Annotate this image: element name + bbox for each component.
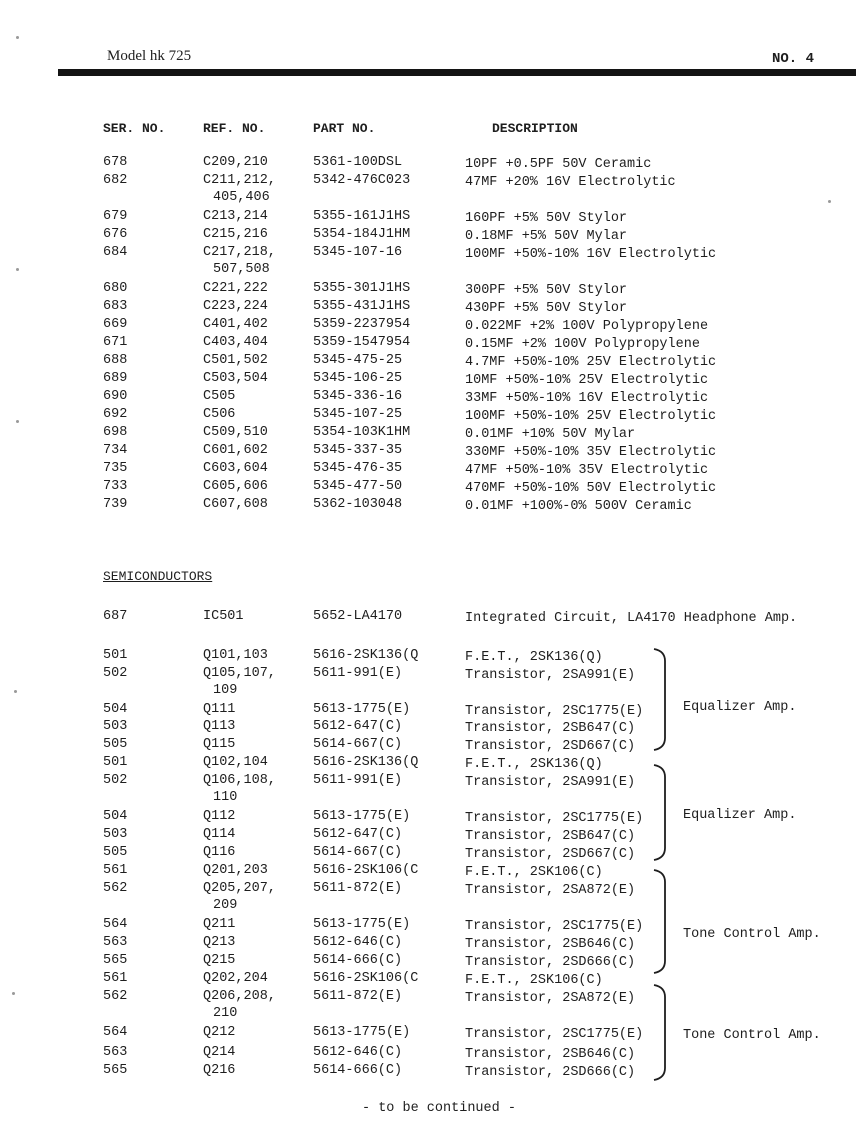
ser-no: 698 <box>103 425 128 440</box>
page-number: NO. 4 <box>772 51 815 67</box>
ref-no-continued: 507,508 <box>213 262 270 277</box>
ser-no: 687 <box>103 609 128 624</box>
description: Transistor, 2SB646(C) <box>465 1047 636 1062</box>
description: 470MF +50%-10% 50V Electrolytic <box>465 481 717 496</box>
ref-no: C403,404 <box>203 335 268 350</box>
ref-no: C509,510 <box>203 425 268 440</box>
ref-no: C209,210 <box>203 155 268 170</box>
ser-no: 505 <box>103 737 128 752</box>
scan-speck <box>14 690 17 693</box>
ref-no: Q115 <box>203 737 236 752</box>
ser-no: 501 <box>103 648 128 663</box>
part-no: 5613-1775(E) <box>313 702 411 717</box>
description: Transistor, 2SD666(C) <box>465 1065 636 1080</box>
ref-no: IC501 <box>203 609 244 624</box>
ser-no: 735 <box>103 461 128 476</box>
description: Transistor, 2SD667(C) <box>465 847 636 862</box>
part-no: 5355-301J1HS <box>313 281 411 296</box>
description: 0.022MF +2% 100V Polypropylene <box>465 319 709 334</box>
ref-no: C217,218, <box>203 245 276 260</box>
part-no: 5614-666(C) <box>313 953 403 968</box>
scan-speck <box>828 200 831 203</box>
ref-no: C223,224 <box>203 299 268 314</box>
ref-no: Q105,107, <box>203 666 276 681</box>
semiconductors-heading: SEMICONDUCTORS <box>103 569 213 584</box>
part-no: 5613-1775(E) <box>313 917 411 932</box>
description: F.E.T., 2SK106(C) <box>465 973 603 988</box>
scan-speck <box>16 268 19 271</box>
part-no: 5614-666(C) <box>313 1063 403 1078</box>
ref-no: Q216 <box>203 1063 236 1078</box>
ref-no: Q112 <box>203 809 236 824</box>
ref-no: C213,214 <box>203 209 268 224</box>
part-no: 5355-161J1HS <box>313 209 411 224</box>
ser-no: 505 <box>103 845 128 860</box>
continued-note: - to be continued - <box>362 1101 516 1116</box>
description: 47MF +50%-10% 35V Electrolytic <box>465 463 709 478</box>
ser-no: 678 <box>103 155 128 170</box>
ser-no: 564 <box>103 1025 128 1040</box>
ref-no: Q213 <box>203 935 236 950</box>
description: 100MF +50%-10% 16V Electrolytic <box>465 247 717 262</box>
ser-no: 734 <box>103 443 128 458</box>
model-title: Model hk 725 <box>107 48 192 64</box>
part-no: 5342-476C023 <box>313 173 411 188</box>
ref-no: C215,216 <box>203 227 268 242</box>
ref-no: Q106,108, <box>203 773 276 788</box>
scan-speck <box>16 420 19 423</box>
ser-no: 733 <box>103 479 128 494</box>
ref-no: Q212 <box>203 1025 236 1040</box>
part-no: 5612-647(C) <box>313 719 403 734</box>
ref-no-continued: 109 <box>213 683 238 698</box>
ser-no: 679 <box>103 209 128 224</box>
description: 10PF +0.5PF 50V Ceramic <box>465 157 652 172</box>
part-no: 5345-475-25 <box>313 353 403 368</box>
description: Transistor, 2SC1775(E) <box>465 704 644 719</box>
ref-no: Q202,204 <box>203 971 268 986</box>
group-brace <box>650 763 674 862</box>
description: 0.18MF +5% 50V Mylar <box>465 229 628 244</box>
description: Integrated Circuit, LA4170 Headphone Amp. <box>465 611 798 626</box>
ser-no: 564 <box>103 917 128 932</box>
col-part-no: PART NO. <box>313 121 376 136</box>
description: 160PF +5% 50V Stylor <box>465 211 628 226</box>
part-no: 5359-1547954 <box>313 335 411 350</box>
description: Transistor, 2SB646(C) <box>465 937 636 952</box>
ser-no: 561 <box>103 971 128 986</box>
header-rule <box>58 69 856 76</box>
ser-no: 683 <box>103 299 128 314</box>
description: F.E.T., 2SK136(Q) <box>465 757 603 772</box>
ser-no: 563 <box>103 935 128 950</box>
scan-speck <box>12 992 15 995</box>
description: Transistor, 2SA991(E) <box>465 775 636 790</box>
ser-no: 689 <box>103 371 128 386</box>
description: Transistor, 2SA872(E) <box>465 991 636 1006</box>
part-no: 5345-107-16 <box>313 245 403 260</box>
ref-no-continued: 210 <box>213 1006 238 1021</box>
description: 10MF +50%-10% 25V Electrolytic <box>465 373 709 388</box>
description: Transistor, 2SC1775(E) <box>465 1027 644 1042</box>
ser-no: 680 <box>103 281 128 296</box>
group-label: Tone Control Amp. <box>683 927 821 942</box>
ser-no: 503 <box>103 827 128 842</box>
ser-no: 565 <box>103 953 128 968</box>
part-no: 5354-184J1HM <box>313 227 411 242</box>
part-no: 5345-476-35 <box>313 461 403 476</box>
description: 0.15MF +2% 100V Polypropylene <box>465 337 700 352</box>
ref-no: C601,602 <box>203 443 268 458</box>
part-no: 5616-2SK136(Q <box>313 648 419 663</box>
ser-no: 563 <box>103 1045 128 1060</box>
ref-no-continued: 209 <box>213 898 238 913</box>
ref-no: C603,604 <box>203 461 268 476</box>
ref-no: Q101,103 <box>203 648 268 663</box>
ser-no: 562 <box>103 989 128 1004</box>
description: Transistor, 2SB647(C) <box>465 721 636 736</box>
description: Transistor, 2SC1775(E) <box>465 811 644 826</box>
description: 0.01MF +100%-0% 500V Ceramic <box>465 499 692 514</box>
ref-no: Q215 <box>203 953 236 968</box>
ref-no: C503,504 <box>203 371 268 386</box>
part-no: 5354-103K1HM <box>313 425 411 440</box>
ser-no: 688 <box>103 353 128 368</box>
description: Transistor, 2SA991(E) <box>465 668 636 683</box>
description: 47MF +20% 16V Electrolytic <box>465 175 676 190</box>
ref-no-continued: 405,406 <box>213 190 270 205</box>
ref-no: C401,402 <box>203 317 268 332</box>
ref-no: C501,502 <box>203 353 268 368</box>
description: 430PF +5% 50V Stylor <box>465 301 628 316</box>
part-no: 5652-LA4170 <box>313 609 403 624</box>
ref-no: C506 <box>203 407 236 422</box>
part-no: 5359-2237954 <box>313 317 411 332</box>
ser-no: 562 <box>103 881 128 896</box>
scan-speck <box>16 36 19 39</box>
part-no: 5362-103048 <box>313 497 403 512</box>
part-no: 5614-667(C) <box>313 845 403 860</box>
ref-no: C211,212, <box>203 173 276 188</box>
col-ser-no: SER. NO. <box>103 121 166 136</box>
group-label: Equalizer Amp. <box>683 808 797 823</box>
ser-no: 684 <box>103 245 128 260</box>
part-no: 5612-646(C) <box>313 935 403 950</box>
ser-no: 690 <box>103 389 128 404</box>
ser-no: 503 <box>103 719 128 734</box>
part-no: 5345-106-25 <box>313 371 403 386</box>
part-no: 5611-991(E) <box>313 666 403 681</box>
description: Transistor, 2SD667(C) <box>465 739 636 754</box>
group-label: Tone Control Amp. <box>683 1028 821 1043</box>
part-no: 5611-872(E) <box>313 881 403 896</box>
part-no: 5345-336-16 <box>313 389 403 404</box>
ref-no: C607,608 <box>203 497 268 512</box>
group-label: Equalizer Amp. <box>683 700 797 715</box>
ser-no: 502 <box>103 773 128 788</box>
ser-no: 504 <box>103 809 128 824</box>
part-no: 5611-872(E) <box>313 989 403 1004</box>
part-no: 5345-337-35 <box>313 443 403 458</box>
ref-no-continued: 110 <box>213 790 238 805</box>
part-no: 5355-431J1HS <box>313 299 411 314</box>
ref-no: Q214 <box>203 1045 236 1060</box>
col-description: DESCRIPTION <box>492 121 578 136</box>
ref-no: Q116 <box>203 845 236 860</box>
ser-no: 671 <box>103 335 128 350</box>
group-brace <box>650 983 674 1082</box>
part-no: 5361-100DSL <box>313 155 403 170</box>
part-no: 5616-2SK106(C <box>313 863 419 878</box>
description: Transistor, 2SD666(C) <box>465 955 636 970</box>
part-no: 5616-2SK106(C <box>313 971 419 986</box>
part-no: 5613-1775(E) <box>313 1025 411 1040</box>
group-brace <box>650 647 674 752</box>
description: 330MF +50%-10% 35V Electrolytic <box>465 445 717 460</box>
description: 0.01MF +10% 50V Mylar <box>465 427 636 442</box>
description: F.E.T., 2SK106(C) <box>465 865 603 880</box>
ser-no: 676 <box>103 227 128 242</box>
ser-no: 504 <box>103 702 128 717</box>
ref-no: C605,606 <box>203 479 268 494</box>
ref-no: Q111 <box>203 702 236 717</box>
description: 4.7MF +50%-10% 25V Electrolytic <box>465 355 717 370</box>
ser-no: 502 <box>103 666 128 681</box>
part-no: 5616-2SK136(Q <box>313 755 419 770</box>
part-no: 5345-477-50 <box>313 479 403 494</box>
description: Transistor, 2SC1775(E) <box>465 919 644 934</box>
ref-no: Q114 <box>203 827 236 842</box>
ref-no: Q205,207, <box>203 881 276 896</box>
description: 300PF +5% 50V Stylor <box>465 283 628 298</box>
ref-no: C221,222 <box>203 281 268 296</box>
ser-no: 501 <box>103 755 128 770</box>
description: 100MF +50%-10% 25V Electrolytic <box>465 409 717 424</box>
ref-no: Q211 <box>203 917 236 932</box>
group-brace <box>650 868 674 975</box>
ref-no: Q201,203 <box>203 863 268 878</box>
description: Transistor, 2SA872(E) <box>465 883 636 898</box>
part-no: 5345-107-25 <box>313 407 403 422</box>
ser-no: 739 <box>103 497 128 512</box>
description: Transistor, 2SB647(C) <box>465 829 636 844</box>
ref-no: C505 <box>203 389 236 404</box>
ser-no: 565 <box>103 1063 128 1078</box>
part-no: 5611-991(E) <box>313 773 403 788</box>
ser-no: 682 <box>103 173 128 188</box>
ser-no: 669 <box>103 317 128 332</box>
part-no: 5612-646(C) <box>313 1045 403 1060</box>
part-no: 5614-667(C) <box>313 737 403 752</box>
part-no: 5612-647(C) <box>313 827 403 842</box>
part-no: 5613-1775(E) <box>313 809 411 824</box>
description: F.E.T., 2SK136(Q) <box>465 650 603 665</box>
ref-no: Q113 <box>203 719 236 734</box>
ser-no: 692 <box>103 407 128 422</box>
ser-no: 561 <box>103 863 128 878</box>
ref-no: Q102,104 <box>203 755 268 770</box>
col-ref-no: REF. NO. <box>203 121 266 136</box>
ref-no: Q206,208, <box>203 989 276 1004</box>
description: 33MF +50%-10% 16V Electrolytic <box>465 391 709 406</box>
